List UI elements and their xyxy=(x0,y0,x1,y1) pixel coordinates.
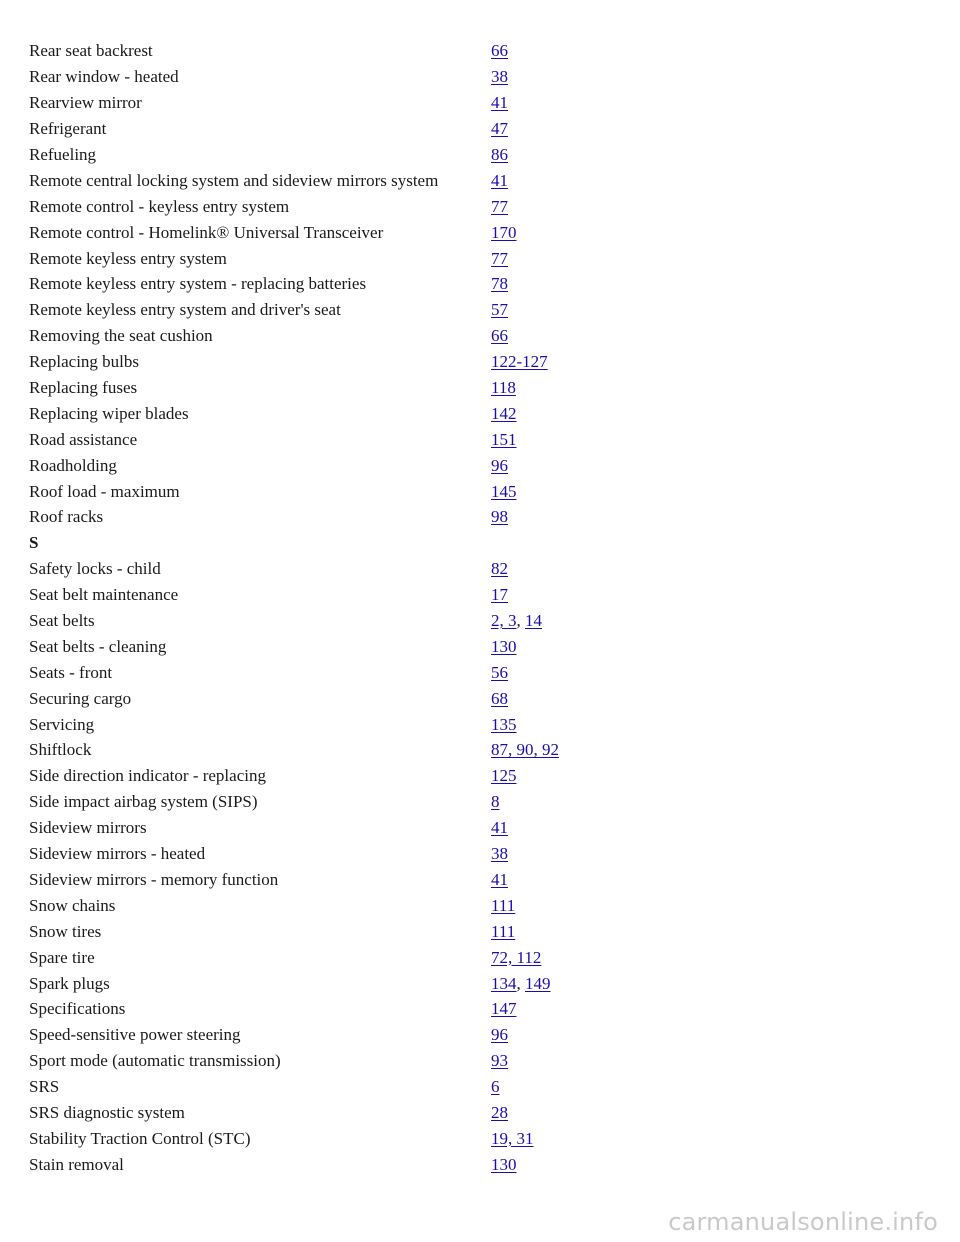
page-link[interactable]: 98 xyxy=(491,507,508,527)
page-link[interactable]: 142 xyxy=(491,403,517,423)
index-entry xyxy=(29,582,929,608)
index-entry xyxy=(29,1125,929,1151)
page-references xyxy=(491,353,548,370)
page-link[interactable]: 147 xyxy=(491,999,517,1019)
page-link[interactable]: 86 xyxy=(491,145,508,164)
page-references xyxy=(491,1130,534,1147)
index-term: Removing the seat cushion xyxy=(29,326,213,346)
index-term: Refrigerant xyxy=(29,119,107,139)
index-term: Roof racks xyxy=(29,507,104,527)
index-entry xyxy=(29,219,929,245)
site-watermark: carmanualsonline.info xyxy=(668,1208,938,1236)
index-term: Replacing fuses xyxy=(29,378,138,398)
index-term: Servicing xyxy=(29,714,95,734)
index-term: Snow chains xyxy=(29,895,116,915)
index-term: Rear seat backrest xyxy=(29,41,153,61)
index-term: Speed-sensitive power steering xyxy=(29,1025,241,1045)
page-references xyxy=(491,897,515,914)
page-link[interactable]: 118 xyxy=(491,378,516,398)
page-references xyxy=(491,1078,500,1095)
index-term: Remote keyless entry system xyxy=(29,248,227,268)
index-term: Safety locks - child xyxy=(29,559,161,579)
index-entry xyxy=(29,608,929,634)
index-term: Roof load - maximum xyxy=(29,481,180,501)
page-link[interactable]: 87, 90, 92 xyxy=(491,740,559,760)
page-link[interactable]: 170 xyxy=(491,222,517,242)
page-link[interactable]: 130 xyxy=(491,1154,517,1174)
page-references xyxy=(491,793,500,810)
page-link[interactable]: 96 xyxy=(491,1025,508,1045)
page-references xyxy=(491,301,508,318)
index-letter-heading xyxy=(29,530,929,556)
index-term: SRS xyxy=(29,1077,60,1097)
index-term: Seat belt maintenance xyxy=(29,585,179,605)
page-link[interactable]: 111 xyxy=(491,895,516,915)
page-references xyxy=(491,1026,508,1043)
page-link[interactable]: 130 xyxy=(491,636,517,656)
index-entry xyxy=(29,892,929,918)
index-term: Snow tires xyxy=(29,921,102,941)
index-entry xyxy=(29,297,929,323)
index-entry xyxy=(29,867,929,893)
index-entry xyxy=(29,38,929,64)
index-entry xyxy=(29,323,929,349)
index-term: Road assistance xyxy=(29,429,138,449)
index-entry xyxy=(29,556,929,582)
index-entry xyxy=(29,633,929,659)
page-link[interactable]: 41 xyxy=(491,93,508,113)
index-entry xyxy=(29,193,929,219)
page-references xyxy=(491,483,517,500)
page-references xyxy=(491,1156,517,1173)
page-link[interactable]: 6 xyxy=(491,1077,500,1097)
index-term: Sideview mirrors - heated xyxy=(29,844,206,864)
index-term: Replacing bulbs xyxy=(29,352,140,372)
page-references: 134, 149 xyxy=(491,973,551,993)
page-references xyxy=(491,741,559,758)
page-references xyxy=(491,120,508,137)
page-references xyxy=(491,819,508,836)
index-entry xyxy=(29,116,929,142)
index-term: Seat belts xyxy=(29,611,95,631)
index-term: Securing cargo xyxy=(29,688,132,708)
page-link[interactable]: 47 xyxy=(491,119,508,139)
index-entry xyxy=(29,659,929,685)
index-term: Rearview mirror xyxy=(29,93,142,113)
index-term: Seats - front xyxy=(29,662,113,682)
page-references xyxy=(491,457,508,474)
index-term: Remote keyless entry system - replacing batteries xyxy=(29,274,367,294)
page-link[interactable]: 17 xyxy=(491,585,508,605)
index-entry xyxy=(29,400,929,426)
index-term: SRS diagnostic system xyxy=(29,1102,185,1122)
page-link[interactable]: 135 xyxy=(491,714,517,734)
page-references xyxy=(491,716,517,733)
index-term: Sport mode (automatic transmission) xyxy=(29,1051,281,1071)
page-references xyxy=(491,250,508,267)
page-references xyxy=(491,1052,508,1069)
index-entry xyxy=(29,245,929,271)
page-link[interactable]: 41 xyxy=(491,818,508,838)
page-link[interactable]: 111 xyxy=(491,921,516,941)
index-entry xyxy=(29,142,929,168)
index-term: Specifications xyxy=(29,999,126,1019)
index-entry xyxy=(29,944,929,970)
index-entry xyxy=(29,478,929,504)
page-references xyxy=(491,845,508,862)
page-references xyxy=(491,1000,517,1017)
index-term: Roadholding xyxy=(29,455,117,475)
page-references xyxy=(491,198,508,215)
page-references xyxy=(491,949,541,966)
index-term: Remote central locking system and sideview mirrors system xyxy=(29,170,439,190)
index-term: Refueling xyxy=(29,145,97,164)
page-references xyxy=(491,664,508,681)
index-list xyxy=(29,38,929,1177)
page-references xyxy=(491,638,517,655)
index-entry xyxy=(29,167,929,193)
index-entry xyxy=(29,841,929,867)
index-term: Spark plugs xyxy=(29,973,110,993)
page-references xyxy=(491,275,508,292)
index-entry xyxy=(29,685,929,711)
page-link[interactable]: 57 xyxy=(491,300,508,320)
page-link[interactable]: 134 xyxy=(491,973,517,993)
index-entry xyxy=(29,90,929,116)
index-term: Spare tire xyxy=(29,947,95,967)
index-term: Seat belts - cleaning xyxy=(29,636,167,656)
index-term: Sideview mirrors xyxy=(29,818,147,838)
page-references xyxy=(491,871,508,888)
page-references xyxy=(491,94,508,111)
page-link[interactable]: 28 xyxy=(491,1102,508,1122)
index-entry xyxy=(29,815,929,841)
index-entry xyxy=(29,1100,929,1126)
page-link[interactable]: 72, 112 xyxy=(491,947,542,967)
page-references: 2, 3, 14 xyxy=(491,611,542,631)
index-entry xyxy=(29,996,929,1022)
page-references xyxy=(491,42,508,59)
index-entry xyxy=(29,1074,929,1100)
page-link[interactable]: 122-127 xyxy=(491,352,548,372)
page-references xyxy=(491,172,508,189)
page-link[interactable]: 41 xyxy=(491,170,508,190)
page-link[interactable]: 149 xyxy=(525,973,551,993)
page-link[interactable]: 82 xyxy=(491,559,508,579)
page-link[interactable]: 151 xyxy=(491,429,517,449)
index-entry xyxy=(29,504,929,530)
page-link[interactable]: 96 xyxy=(491,455,508,475)
index-term: Sideview mirrors - memory function xyxy=(29,869,279,889)
index-term: Remote control - Homelink® Universal Transceiver xyxy=(29,222,384,242)
page-references xyxy=(491,1104,508,1121)
page-link[interactable]: 145 xyxy=(491,481,517,501)
index-term: Shiftlock xyxy=(29,740,92,760)
index-entry xyxy=(29,452,929,478)
page-link[interactable]: 19, 31 xyxy=(491,1128,534,1148)
page-references xyxy=(491,923,515,940)
index-term: Side impact airbag system (SIPS) xyxy=(29,792,258,812)
page-references xyxy=(491,508,508,525)
index-term: Stability Traction Control (STC) xyxy=(29,1128,251,1148)
page-references xyxy=(491,146,508,163)
index-entry xyxy=(29,64,929,90)
page-link[interactable]: 8 xyxy=(491,792,500,812)
page-references xyxy=(491,327,508,344)
index-entry xyxy=(29,1048,929,1074)
page-references xyxy=(491,560,508,577)
page-link[interactable]: 66 xyxy=(491,326,508,346)
page-link[interactable]: 125 xyxy=(491,766,517,786)
page-link[interactable]: 56 xyxy=(491,662,508,682)
page-link[interactable]: 78 xyxy=(491,274,508,294)
index-term: Replacing wiper blades xyxy=(29,403,189,423)
index-term: Remote control - keyless entry system xyxy=(29,196,290,216)
page-link[interactable]: 77 xyxy=(491,196,508,216)
index-entry xyxy=(29,763,929,789)
index-entry xyxy=(29,1022,929,1048)
index-entry xyxy=(29,375,929,401)
index-entry xyxy=(29,918,929,944)
index-entry xyxy=(29,426,929,452)
page-link[interactable]: 41 xyxy=(491,869,508,889)
index-entry xyxy=(29,1151,929,1177)
index-entry xyxy=(29,789,929,815)
index-entry xyxy=(29,271,929,297)
page-link[interactable]: 66 xyxy=(491,41,508,61)
letter-heading: S xyxy=(29,533,39,553)
page-link[interactable]: 38 xyxy=(491,844,508,864)
page-references xyxy=(491,405,517,422)
page-references xyxy=(491,767,517,784)
page-link[interactable]: 2, 3 xyxy=(491,611,517,631)
page-link[interactable]: 93 xyxy=(491,1051,508,1071)
page-link[interactable]: 68 xyxy=(491,688,508,708)
page-references xyxy=(491,68,508,85)
page-link[interactable]: 38 xyxy=(491,67,508,87)
index-term: Stain removal xyxy=(29,1154,124,1174)
page-link[interactable]: 14 xyxy=(525,611,542,631)
index-entry xyxy=(29,970,929,996)
index-entry xyxy=(29,711,929,737)
page-references xyxy=(491,431,517,448)
page-references xyxy=(491,224,517,241)
index-term: Remote keyless entry system and driver's seat xyxy=(29,300,341,320)
page-references xyxy=(491,586,508,603)
index-entry xyxy=(29,349,929,375)
page-link[interactable]: 77 xyxy=(491,248,508,268)
index-entry xyxy=(29,737,929,763)
index-term: Side direction indicator - replacing xyxy=(29,766,266,786)
index-term: Rear window - heated xyxy=(29,67,179,87)
page-references xyxy=(491,690,508,707)
page-references xyxy=(491,379,516,396)
